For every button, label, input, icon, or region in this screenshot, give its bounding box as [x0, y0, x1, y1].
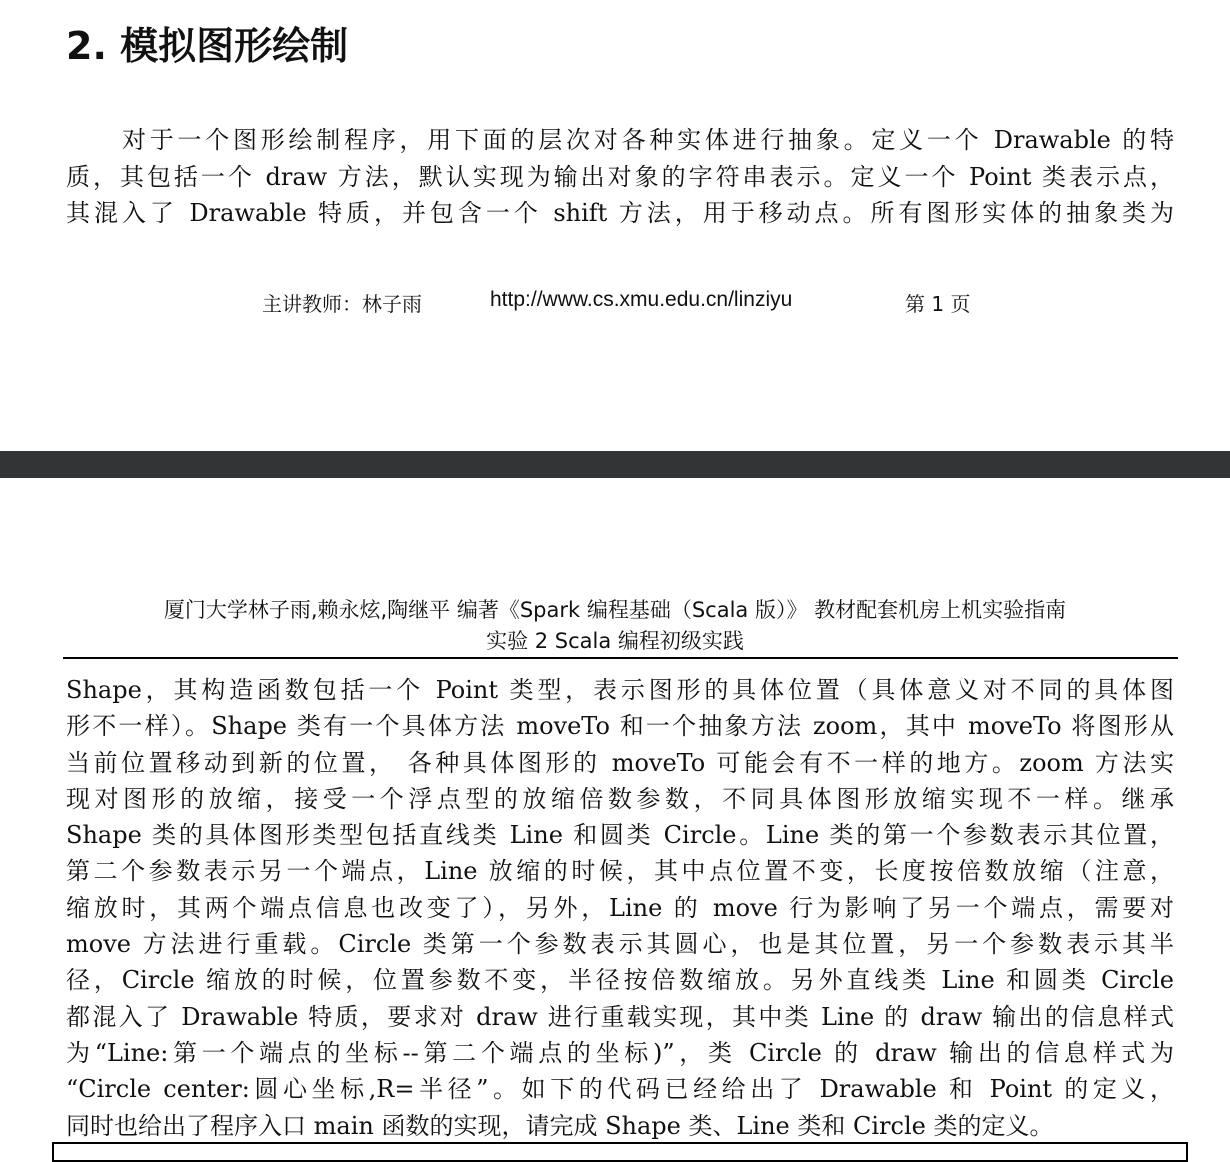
- intro-paragraph: [66, 122, 1174, 232]
- paragraph-line: 径，Circle 缩放的时候，位置参数不变，半径按倍数缩放。另外直线类 Line 和圆类 Circle: [66, 966, 1174, 995]
- footer-teacher: 主讲教师：林子雨: [262, 292, 422, 316]
- footer-page-number: 第 1 页: [905, 292, 971, 316]
- page-separator: [0, 451, 1230, 478]
- paragraph-line: move 方法进行重载。Circle 类第一个参数表示其圆心，也是其位置，另一个参数表示其半: [66, 930, 1174, 959]
- paragraph-line: 其混入了 Drawable 特质，并包含一个 shift 方法，用于移动点。所有图形实体的抽象类为: [66, 199, 1174, 227]
- paragraph-line: Shape，其构造函数包括一个 Point 类型，表示图形的具体位置（具体意义对不同的具体图: [66, 676, 1174, 704]
- paragraph-line: 形不一样）。Shape 类有一个具体方法 moveTo 和一个抽象方法 zoom，其中 moveTo 将图形从: [66, 712, 1174, 741]
- paragraph-line: 现对图形的放缩，接受一个浮点型的放缩倍数参数，不同具体图形放缩实现不一样。继承: [66, 784, 1174, 813]
- footer-url-link[interactable]: http://www.cs.xmu.edu.cn/linziyu: [490, 288, 793, 311]
- paragraph-line: 第二个参数表示另一个端点，Line 放缩的时候，其中点位置不变，长度按倍数放缩（注意，: [66, 857, 1174, 886]
- header-rule: [63, 657, 1178, 659]
- section-heading: 2. 模拟图形绘制: [66, 24, 349, 68]
- paragraph-line: 都混入了 Drawable 特质，要求对 draw 进行重载实现，其中类 Line 的 draw 输出的信息样式: [66, 1002, 1174, 1031]
- paragraph-line: Shape 类的具体图形类型包括直线类 Line 和圆类 Circle。Line 类的第一个参数表示其位置，: [66, 821, 1174, 850]
- page-header-title: 厦门大学林子雨,赖永炫,陶继平 编著《Spark 编程基础（Scala 版）》 教材配套机房上机实验指南: [163, 598, 1067, 622]
- paragraph-line: “Circle center:圆心坐标,R=半径”。如下的代码已经给出了 Drawable 和 Point 的定义，: [66, 1075, 1174, 1104]
- paragraph-line: 同时也给出了程序入口 main 函数的实现，请完成 Shape 类、Line 类和 Circle 类的定义。: [66, 1111, 1054, 1140]
- page-footer: [0, 288, 1230, 320]
- code-block-frame: [52, 1142, 1188, 1162]
- paragraph-line: 当前位置移动到新的位置， 各种具体图形的 moveTo 可能会有不一样的地方。zoom 方法实: [66, 748, 1174, 777]
- page-header-subtitle: 实验 2 Scala 编程初级实践: [486, 629, 744, 653]
- paragraph-line: 为“Line:第一个端点的坐标--第二个端点的坐标)”，类 Circle 的 draw 输出的信息样式为: [66, 1038, 1174, 1067]
- description-paragraph: [66, 672, 1174, 1144]
- paragraph-line: 对于一个图形绘制程序，用下面的层次对各种实体进行抽象。定义一个 Drawable 的特: [122, 126, 1174, 154]
- paragraph-line: 缩放时，其两个端点信息也改变了），另外，Line 的 move 行为影响了另一个端点，需要对: [66, 893, 1174, 922]
- paragraph-line: 质，其包括一个 draw 方法，默认实现为输出对象的字符串表示。定义一个 Point 类表示点，: [66, 162, 1174, 191]
